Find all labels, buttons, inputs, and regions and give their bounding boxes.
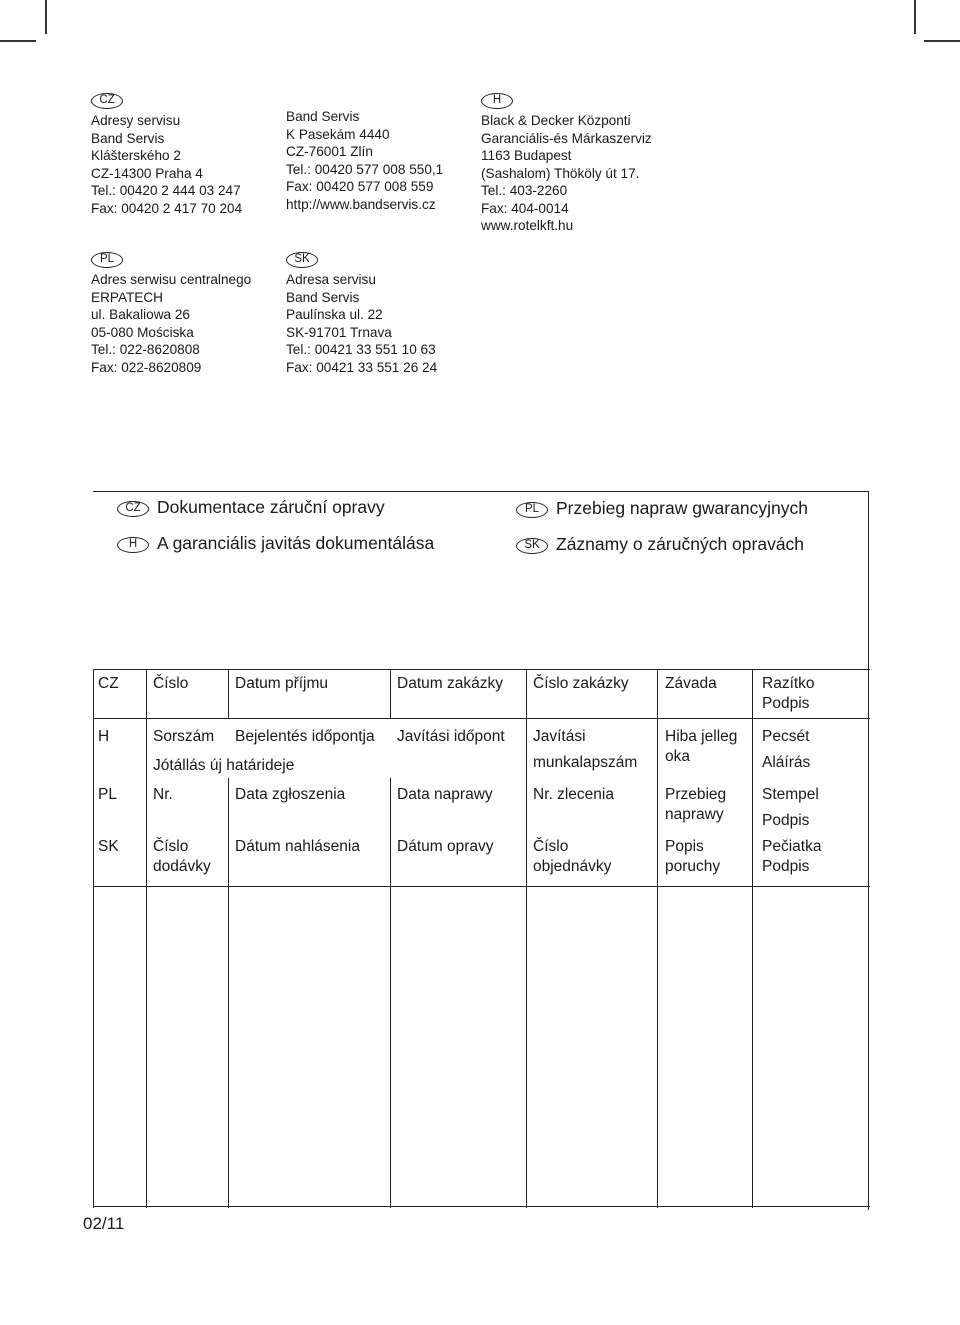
row-label-cz: CZ: [98, 675, 119, 692]
table-rule: [93, 886, 870, 887]
table-rule: [390, 669, 391, 718]
table-rule: [228, 669, 229, 718]
address-line: Fax: 00421 33 551 26 24: [286, 359, 438, 375]
address-line: CZ-14300 Praha 4: [91, 165, 203, 181]
address-cz: [91, 90, 242, 217]
table-rule: [657, 669, 658, 1208]
column-header-order-number: Číslo zakázky: [533, 675, 629, 692]
row-label-sk: SK: [98, 838, 119, 855]
cell-sk-stamp: Pečiatka: [762, 838, 822, 855]
column-header-signature: Podpis: [762, 695, 810, 712]
heading-text: Przebieg napraw gwarancyjnych: [556, 498, 808, 518]
language-tag-sk: SK: [286, 252, 318, 268]
address-line: Tel.: 00420 2 444 03 247: [91, 183, 241, 198]
address-line: Band Servis: [91, 130, 165, 146]
cell-pl-repair-course: naprawy: [665, 806, 724, 823]
heading-text: Dokumentace záruční opravy: [157, 497, 385, 517]
cell-h-worksheet: Javítási: [533, 728, 586, 745]
address-line: Garanciális-és Márkaszerviz: [481, 130, 652, 146]
address-line: Tel.: 00420 577 008 550,1: [286, 161, 444, 177]
table-rule: [93, 669, 870, 670]
row-label-pl: PL: [98, 786, 117, 803]
language-tag-h: H: [481, 93, 513, 109]
address-pl: [91, 249, 251, 376]
address-line: CZ-76001 Zlín: [286, 144, 373, 159]
cell-h-stamp: Pecsét: [762, 728, 810, 745]
address-line: Fax: 00420 2 417 70 204: [91, 200, 243, 216]
cell-pl-date-reported: Data zgłoszenia: [235, 786, 346, 803]
address-line: Tel.: 00421 33 551 10 63: [286, 342, 436, 357]
cell-h-number: Sorszám: [153, 728, 215, 745]
cell-h-defect: Hiba jelleg: [665, 728, 738, 745]
cell-h-warranty-deadline: Jótállás új határideje: [153, 757, 295, 774]
cell-h-date-received: Bejelentés időpontja: [235, 728, 375, 745]
cell-pl-order-number: Nr. zlecenia: [533, 786, 614, 803]
address-line: Band Servis: [286, 109, 360, 124]
cell-pl-stamp: Stempel: [762, 786, 819, 803]
heading-sk: [516, 534, 804, 555]
address-line: 05-080 Mościska: [91, 324, 194, 340]
cell-h-worksheet: munkalapszám: [533, 754, 638, 771]
address-website[interactable]: http://www.bandservis.cz: [286, 196, 436, 212]
address-line: Fax: 022-8620809: [91, 359, 202, 375]
row-label-h: H: [98, 728, 110, 745]
table-rule: [93, 718, 870, 719]
heading-text: A garanciális javitás dokumentálása: [157, 533, 435, 553]
address-line: Tel.: 022-8620808: [91, 342, 200, 357]
language-tag-sk: SK: [516, 538, 548, 554]
cell-sk-defect: poruchy: [665, 858, 721, 875]
cell-pl-signature: Podpis: [762, 812, 810, 829]
crop-mark: [0, 40, 36, 42]
address-line: SK-91701 Trnava: [286, 324, 392, 340]
cell-h-repair-date: Javítási időpont: [397, 728, 505, 745]
table-rule: [390, 778, 391, 1208]
cell-pl-repair-date: Data naprawy: [397, 786, 493, 803]
heading-h: [117, 533, 434, 554]
crop-mark: [45, 0, 47, 34]
cell-sk-repair-date: Dátum opravy: [397, 838, 494, 855]
language-tag-pl: PL: [91, 252, 123, 268]
address-sk: [286, 249, 437, 376]
column-header-date-received: Datum příjmu: [235, 675, 329, 692]
address-line: Klášterského 2: [91, 148, 181, 163]
address-website[interactable]: www.rotelkft.hu: [481, 218, 574, 233]
table-rule: [868, 669, 869, 1208]
address-line: Fax: 404-0014: [481, 200, 569, 216]
repair-table: [93, 669, 870, 1209]
heading-pl: [516, 498, 808, 519]
crop-mark: [914, 0, 916, 34]
cell-pl-number: Nr.: [153, 786, 173, 803]
crop-mark: [924, 40, 960, 42]
cell-sk-order-number: objednávky: [533, 858, 612, 875]
address-line: Adresa servisu: [286, 272, 376, 287]
address-line: Paulínska ul. 22: [286, 307, 383, 322]
cell-sk-number: Číslo: [153, 838, 189, 855]
heading-text: Záznamy o záručných opravách: [556, 534, 805, 554]
cell-sk-date-reported: Dátum nahlásenia: [235, 838, 360, 855]
address-line: ERPATECH: [91, 289, 164, 305]
address-line: Band Servis: [286, 289, 360, 305]
address-line: K Pasekám 4440: [286, 126, 390, 142]
column-header-stamp: Razítko: [762, 675, 815, 692]
cell-h-defect: oka: [665, 748, 690, 765]
address-line: 1163 Budapest: [481, 148, 572, 163]
address-line: Fax: 00420 577 008 559: [286, 179, 434, 194]
column-header-number: Číslo: [153, 675, 189, 692]
cell-h-signature: Aláírás: [762, 754, 811, 771]
cell-pl-repair-course: Przebieg: [665, 786, 727, 803]
language-tag-h: H: [117, 537, 149, 553]
address-h: [481, 90, 652, 235]
address-line: Adres serwisu centralnego: [91, 272, 252, 287]
address-cz-zlin: [286, 108, 443, 213]
address-line: (Sashalom) Thököly út 17.: [481, 165, 640, 181]
cell-sk-defect: Popis: [665, 838, 704, 855]
table-rule: [752, 669, 753, 1208]
language-tag-cz: CZ: [117, 501, 149, 517]
document-code: 02/11: [83, 1214, 125, 1233]
heading-cz: [117, 497, 385, 518]
address-line: Adresy servisu: [91, 113, 181, 128]
language-tag-cz: CZ: [91, 93, 123, 109]
column-header-defect: Závada: [665, 675, 717, 692]
table-rule: [526, 669, 527, 1208]
cell-sk-signature: Podpis: [762, 858, 810, 875]
address-line: ul. Bakaliowa 26: [91, 307, 190, 322]
cell-sk-order-number: Číslo: [533, 838, 569, 855]
table-rule: [146, 669, 147, 1208]
cell-sk-number: dodávky: [153, 858, 211, 875]
language-tag-pl: PL: [516, 502, 548, 518]
column-header-order-date: Datum zakázky: [397, 675, 503, 692]
table-rule: [228, 778, 229, 1208]
address-line: Black & Decker Központi: [481, 113, 631, 128]
table-rule: [93, 669, 94, 1208]
table-rule: [93, 1206, 870, 1207]
address-line: Tel.: 403-2260: [481, 183, 568, 198]
